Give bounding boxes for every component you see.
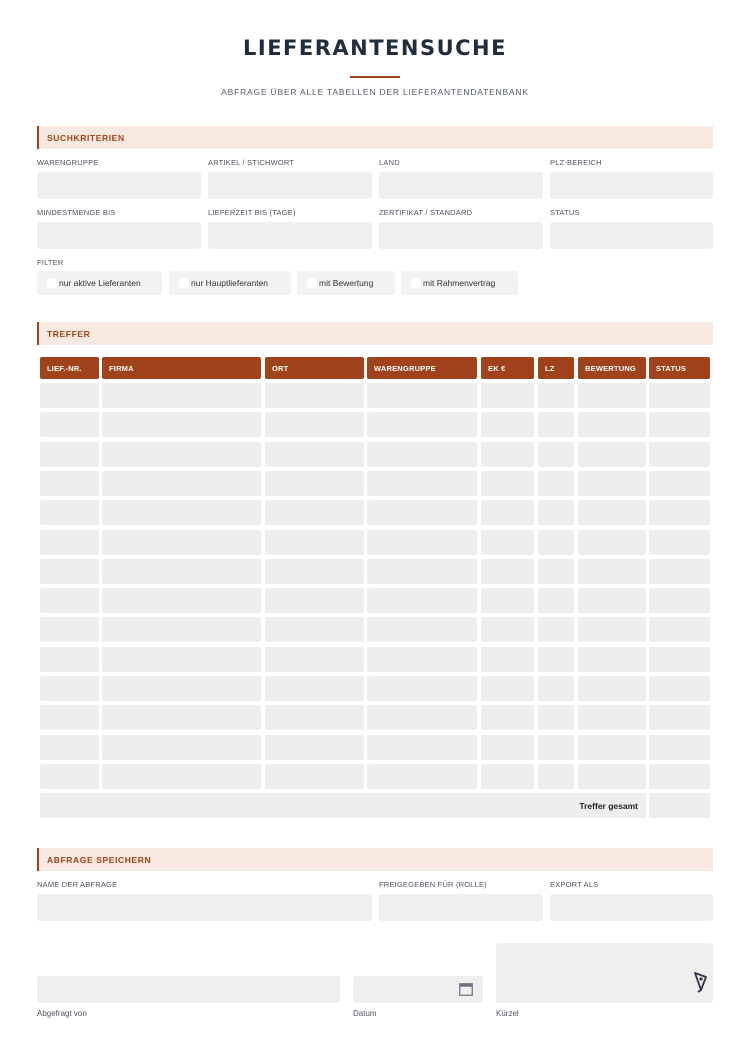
section-header-criteria (37, 126, 713, 149)
filter-mit-bewertung[interactable] (297, 271, 395, 295)
field-label-warengruppe: WARENGRUPPE (37, 158, 99, 167)
column-header-firma[interactable]: FIRMA (102, 357, 261, 379)
table-cell[interactable] (367, 617, 477, 642)
field-label-zertifikat: ZERTIFIKAT / STANDARD (379, 208, 473, 217)
table-cell[interactable] (367, 471, 477, 496)
table-cell[interactable] (538, 383, 574, 408)
table-cell[interactable] (265, 383, 364, 408)
table-cell[interactable] (649, 412, 710, 437)
table-cell[interactable] (102, 647, 261, 672)
table-cell[interactable] (538, 471, 574, 496)
checkbox-label: nur aktive Lieferanten (59, 278, 141, 288)
field-label-artikel: ARTIKEL / STICHWORT (208, 158, 295, 167)
table-cell[interactable] (367, 383, 477, 408)
table-cell[interactable] (265, 676, 364, 701)
table-cell[interactable] (481, 412, 534, 437)
table-cell[interactable] (538, 500, 574, 525)
table-cell[interactable] (481, 735, 534, 760)
table-cell[interactable] (40, 530, 99, 555)
checkbox[interactable] (179, 278, 189, 288)
section-title: TREFFER (47, 329, 91, 339)
field-label-plz: PLZ-BEREICH (550, 158, 602, 167)
checkbox[interactable] (411, 278, 421, 288)
table-cell[interactable] (649, 705, 710, 730)
table-cell[interactable] (538, 617, 574, 642)
table-cell[interactable] (265, 617, 364, 642)
checkbox[interactable] (307, 278, 317, 288)
table-cell[interactable] (102, 617, 261, 642)
table-cell[interactable] (40, 588, 99, 613)
table-cell[interactable] (265, 705, 364, 730)
pen-nib-icon (693, 971, 709, 993)
total-hits-row (40, 793, 646, 818)
table-cell[interactable] (481, 530, 534, 555)
checkbox-label: mit Bewertung (319, 278, 374, 288)
table-cell[interactable] (481, 676, 534, 701)
table-cell[interactable] (481, 383, 534, 408)
table-cell[interactable] (367, 442, 477, 467)
table-cell[interactable] (578, 500, 646, 525)
table-cell[interactable] (578, 676, 646, 701)
table-cell[interactable] (40, 617, 99, 642)
table-cell[interactable] (649, 530, 710, 555)
table-cell[interactable] (538, 647, 574, 672)
filter-hauptlieferanten[interactable] (169, 271, 291, 295)
table-cell[interactable] (481, 617, 534, 642)
table-cell[interactable] (40, 764, 99, 789)
table-cell[interactable] (649, 676, 710, 701)
table-cell[interactable] (367, 530, 477, 555)
shared-role-input[interactable] (379, 894, 543, 921)
field-label-lieferzeit: LIEFERZEIT BIS (TAGE) (208, 208, 296, 217)
table-cell[interactable] (102, 705, 261, 730)
filter-aktive-lieferanten[interactable] (37, 271, 162, 295)
field-label-export: EXPORT ALS (550, 880, 599, 889)
filter-mit-rahmenvertrag[interactable] (401, 271, 518, 295)
requested-by-input[interactable] (37, 976, 340, 1003)
date-label: Datum (353, 1009, 377, 1018)
filter-label: FILTER (37, 258, 64, 267)
table-cell[interactable] (649, 471, 710, 496)
table-cell[interactable] (367, 559, 477, 584)
table-cell[interactable] (265, 735, 364, 760)
table-cell[interactable] (538, 530, 574, 555)
export-format-input[interactable] (550, 894, 713, 921)
table-cell[interactable] (481, 647, 534, 672)
total-hits-value[interactable] (649, 793, 710, 818)
table-cell[interactable] (40, 559, 99, 584)
query-name-input[interactable] (37, 894, 372, 921)
column-header-ort[interactable]: ORT (265, 357, 364, 379)
table-cell[interactable] (578, 588, 646, 613)
table-cell[interactable] (265, 500, 364, 525)
section-title: ABFRAGE SPEICHERN (47, 855, 152, 865)
table-cell[interactable] (367, 735, 477, 760)
table-cell[interactable] (265, 471, 364, 496)
table-cell[interactable] (265, 764, 364, 789)
table-cell[interactable] (265, 647, 364, 672)
table-cell[interactable] (578, 705, 646, 730)
column-header-lief-nr[interactable]: LIEF.-NR. (40, 357, 99, 379)
table-cell[interactable] (367, 764, 477, 789)
table-cell[interactable] (102, 735, 261, 760)
calendar-icon[interactable] (459, 983, 473, 996)
table-cell[interactable] (481, 500, 534, 525)
table-cell[interactable] (40, 442, 99, 467)
table-cell[interactable] (649, 588, 710, 613)
table-cell[interactable] (40, 705, 99, 730)
table-cell[interactable] (481, 705, 534, 730)
status-input[interactable] (550, 222, 713, 249)
table-cell[interactable] (102, 500, 261, 525)
table-cell[interactable] (481, 442, 534, 467)
initials-label: Kürzel (496, 1009, 519, 1018)
table-cell[interactable] (649, 735, 710, 760)
table-cell[interactable] (40, 412, 99, 437)
table-cell[interactable] (102, 559, 261, 584)
field-label-status: STATUS (550, 208, 580, 217)
table-cell[interactable] (578, 471, 646, 496)
page-title: LIEFERANTENSUCHE (243, 36, 507, 60)
table-cell[interactable] (481, 559, 534, 584)
table-cell[interactable] (40, 647, 99, 672)
section-header-save (37, 848, 713, 871)
table-cell[interactable] (367, 588, 477, 613)
table-cell[interactable] (102, 412, 261, 437)
table-cell[interactable] (578, 764, 646, 789)
table-cell[interactable] (265, 559, 364, 584)
warengruppe-input[interactable] (37, 172, 201, 199)
table-cell[interactable] (538, 442, 574, 467)
table-cell[interactable] (538, 588, 574, 613)
field-label-shared-role: FREIGEGEBEN FÜR (ROLLE) (379, 880, 487, 889)
mindestmenge-input[interactable] (37, 222, 201, 249)
section-title: SUCHKRITERIEN (47, 133, 125, 143)
table-cell[interactable] (40, 735, 99, 760)
table-cell[interactable] (102, 442, 261, 467)
table-cell[interactable] (538, 705, 574, 730)
table-cell[interactable] (102, 530, 261, 555)
table-cell[interactable] (649, 383, 710, 408)
table-cell[interactable] (578, 530, 646, 555)
table-cell[interactable] (649, 559, 710, 584)
table-cell[interactable] (265, 530, 364, 555)
table-cell[interactable] (265, 412, 364, 437)
table-cell[interactable] (367, 500, 477, 525)
table-cell[interactable] (649, 647, 710, 672)
table-cell[interactable] (538, 676, 574, 701)
land-input[interactable] (379, 172, 543, 199)
table-cell[interactable] (578, 383, 646, 408)
column-header-ek[interactable]: EK € (481, 357, 534, 379)
table-cell[interactable] (481, 588, 534, 613)
table-cell[interactable] (367, 676, 477, 701)
checkbox[interactable] (47, 278, 57, 288)
table-cell[interactable] (40, 500, 99, 525)
artikel-stichwort-input[interactable] (208, 172, 372, 199)
table-cell[interactable] (481, 764, 534, 789)
table-cell[interactable] (102, 383, 261, 408)
table-cell[interactable] (40, 471, 99, 496)
table-cell[interactable] (367, 412, 477, 437)
lieferzeit-input[interactable] (208, 222, 372, 249)
requested-by-label: Abgefragt von (37, 1009, 87, 1018)
field-label-mindestmenge: MINDESTMENGE BIS (37, 208, 116, 217)
table-cell[interactable] (538, 735, 574, 760)
table-cell[interactable] (578, 735, 646, 760)
table-cell[interactable] (649, 500, 710, 525)
table-cell[interactable] (40, 383, 99, 408)
table-cell[interactable] (367, 705, 477, 730)
table-cell[interactable] (578, 442, 646, 467)
column-header-warengruppe[interactable]: WARENGRUPPE (367, 357, 477, 379)
table-cell[interactable] (367, 647, 477, 672)
table-cell[interactable] (481, 471, 534, 496)
zertifikat-input[interactable] (379, 222, 543, 249)
table-cell[interactable] (265, 442, 364, 467)
table-cell[interactable] (649, 617, 710, 642)
page-subtitle: ABFRAGE ÜBER ALLE TABELLEN DER LIEFERANTENDATENBANK (221, 87, 529, 97)
table-cell[interactable] (578, 559, 646, 584)
table-cell[interactable] (102, 764, 261, 789)
column-header-status[interactable]: STATUS (649, 357, 710, 379)
table-cell[interactable] (578, 617, 646, 642)
column-header-bewertung[interactable]: BEWERTUNG (578, 357, 646, 379)
field-label-land: LAND (379, 158, 400, 167)
table-cell[interactable] (40, 676, 99, 701)
table-cell[interactable] (649, 442, 710, 467)
table-cell[interactable] (538, 559, 574, 584)
table-cell[interactable] (538, 764, 574, 789)
table-cell[interactable] (649, 764, 710, 789)
field-label-query-name: NAME DER ABFRAGE (37, 880, 118, 889)
title-underline (350, 76, 400, 78)
total-hits-label: Treffer gesamt (579, 801, 638, 811)
initials-input[interactable] (496, 943, 713, 1003)
date-input[interactable] (353, 976, 483, 1003)
table-cell[interactable] (265, 588, 364, 613)
section-header-results (37, 322, 713, 345)
table-cell[interactable] (538, 412, 574, 437)
checkbox-label: mit Rahmenvertrag (423, 278, 496, 288)
checkbox-label: nur Hauptlieferanten (191, 278, 269, 288)
plz-bereich-input[interactable] (550, 172, 713, 199)
column-header-lz[interactable]: LZ (538, 357, 574, 379)
table-cell[interactable] (578, 412, 646, 437)
table-cell[interactable] (102, 676, 261, 701)
table-cell[interactable] (578, 647, 646, 672)
table-cell[interactable] (102, 588, 261, 613)
table-cell[interactable] (102, 471, 261, 496)
